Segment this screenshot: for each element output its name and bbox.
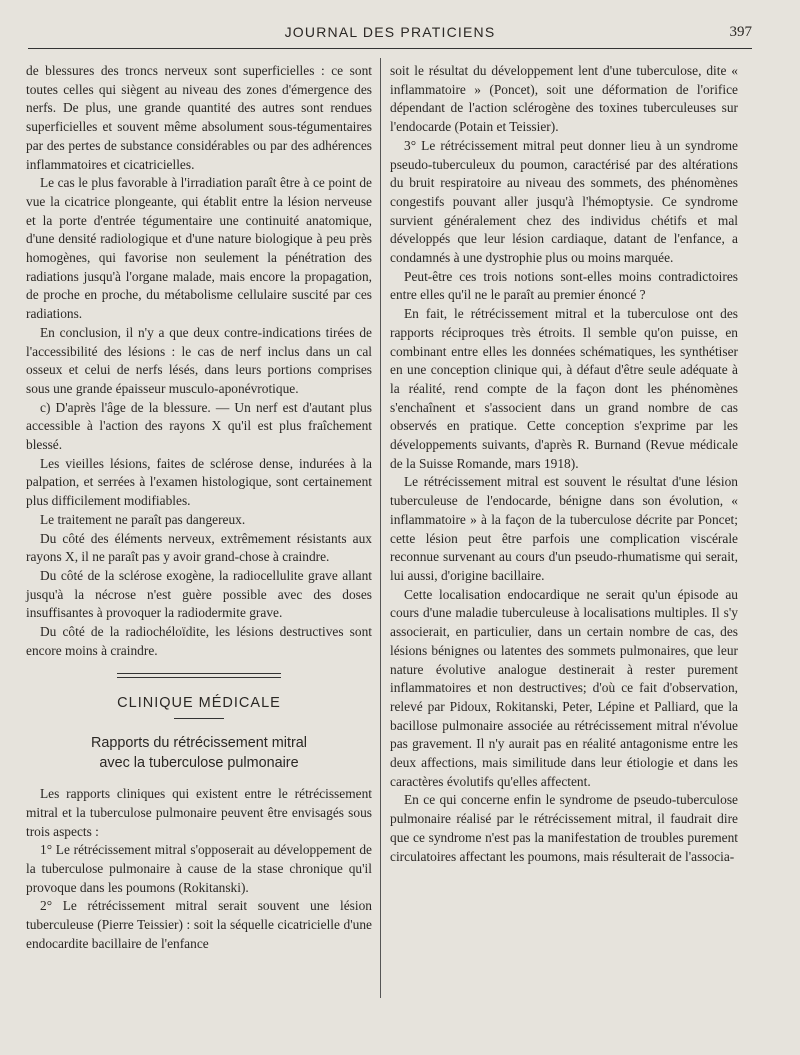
paragraph: de blessures des troncs nerveux sont superficielles : ce sont toutes celles qui siègent au niveau des zones d'émergence des nerfs. De plus, une grande quantité des autres sont rendues superficielles et souvent même absolument sous-tégumentaires par des pertes de substance considérables ou par des adhérences inflammatoires et cicatricielles. [26,63,372,172]
paragraph: Le traitement ne paraît pas dangereux. [40,511,246,527]
paragraph: 3° Le rétrécissement mitral peut donner lieu à un syndrome pseudo-tuberculeux du poumon, caractérisé par des altérations du bruit respiratoire au niveau des sommets, des phénomènes congestifs pouvant aller jusqu'à l'hémoptysie. Ce syndrome survient généralement chez des individus chétifs et mal développés que leur lésion cardiaque, datant de l'enfance, a condamnés à une dystrophie plus ou moins marquée. [390,137,738,266]
paragraph: Du côté des éléments nerveux, extrêmement résistants aux rayons X, il ne paraît pas y avoir grand-chose à craindre. [26,530,372,565]
paragraph: En conclusion, il n'y a que deux contre-indications tirées de l'accessibilité des lésions : le cas de nerf inclus dans un cal osseux et celui de nerfs lésés, dans leurs portions comprises sous une grande épaisseur musculo-aponévrotique. [26,324,372,396]
paragraph: Cette localisation endocardique ne serait qu'un épisode au cours d'une maladie tuberculeuse à localisations multiples. Il s'y associerait, en particulier, dans un certain nombre de cas, des lésions bénignes ou latentes des sommets pulmonaires, que leur nature évolutive analogue destinerait à rester purement inflammatoires et non destructives; d'où ce fait d'observation, relevé par Pidoux, Rokitanski, Peter, Lépine et Palliard, que la bacillose pulmonaire associée au rétrécissement mitral n'évolue pas gravement. Il n'y aurait pas en réalité antagonisme entre les deux affections, mais similitude dans leur étiologie et dans les caractères évolutifs qu'elles affectent. [390,586,738,789]
article-title [26,733,372,773]
page-number: 397 [729,24,752,40]
paragraph: Le rétrécissement mitral est souvent le résultat d'une lésion tuberculeuse de l'endocarde, bénigne dans son évolution, « inflammatoire » à la façon de la tuberculose décrite par Poncet; cette lésion peut être parfois une complication viscérale reconnue survenant au cours d'un pseudo-rhumatisme qui serait, lui aussi, d'origine bacillaire. [390,474,738,583]
running-header [28,22,752,49]
paragraph: En ce qui concerne enfin le syndrome de pseudo-tuberculose pulmonaire réalisé par le rétrécissement mitral, il faudrait dire que ce syndrome n'est pas la manifestation de troubles purement circulatoires affectant les poumons, mais résulterait de l'associa- [390,792,738,864]
paragraph: c) D'après l'âge de la blessure. — Un nerf est d'autant plus accessible à l'action des rayons X qu'il est plus fraîchement blessé. [26,399,372,453]
paragraph: Les rapports cliniques qui existent entre le rétrécissement mitral et la tuberculose pulmonaire peuvent être envisagés sous trois aspects : [26,786,372,839]
column-divider [380,58,381,998]
article-title-line: avec la tuberculose pulmonaire [99,755,299,772]
paragraph: 2° Le rétrécissement mitral serait souvent une lésion tuberculeuse (Pierre Teissier) : soit la séquelle cicatricielle d'une endocardite bacillaire de l'enfance [26,898,372,951]
journal-title: JOURNAL DES PRATICIENS [284,24,496,40]
paragraph: En fait, le rétrécissement mitral et la tuberculose ont des rapports réciproques très étroits. Il semble qu'on puisse, en combinant entre elles les données schématiques, les synthétiser en une conception clinique qui, à défaut d'être seule adéquate à la réalité, rend compte de la façon dont les phénomènes s'enchaînent et s'associent dans un grand nombre de cas observés en pratique. Cette conception s'exprime par les développements suivants, d'après R. Burnand (Revue médicale de la Suisse Romande, mars 1918). [390,306,738,471]
paragraph: Les vieilles lésions, faites de sclérose dense, indurées à la palpation, et serrées à l'examen histologique, sont certainement plus difficilement modifiables. [26,455,372,509]
paragraph: soit le résultat du développement lent d'une tuberculose, dite « inflammatoire » (Poncet), soit une déformation de l'orifice dépendant de l'action sclérogène des toxines tuberculeuses sur l'endocarde (Potain et Teissier). [390,63,738,135]
right-column [390,62,738,866]
short-rule [174,718,224,719]
paragraph: Peut-être ces trois notions sont-elles moins contradictoires entre elles qu'il ne le paraît au premier énoncé ? [390,268,738,303]
paragraph: Du côté de la radiochéloïdite, les lésions destructives sont encore moins à craindre. [26,624,372,658]
left-column [26,62,372,954]
paragraph: 1° Le rétrécissement mitral s'opposerait au développement de la tuberculose pulmonaire à cause de la stase chronique qu'il provoque dans les poumons (Rokitanski). [26,842,372,895]
section-title: CLINIQUE MÉDICALE [117,694,281,711]
paragraph: Le cas le plus favorable à l'irradiation paraît être à ce point de vue la cicatrice plongeante, qui établit entre la lésion nerveuse et la porte d'entrée tégumentaire une continuité anatomique, d'une densité radiologique et d'une nature biologique à peu près homogènes, qui favorise non seulement la pénétration des radiations jusqu'à l'organe malade, mais encore la propagation, de proche en proche, du métabolisme cellulaire suscité par ces radiations. [26,175,372,322]
article-title-line: Rapports du rétrécissement mitral [91,735,307,752]
section-separator [117,673,281,678]
paragraph: Du côté de la sclérose exogène, la radiocellulite grave allant jusqu'à la nécrose n'est guère possible avec des doses insuffisantes à provoquer la radiodermite grave. [26,567,372,621]
